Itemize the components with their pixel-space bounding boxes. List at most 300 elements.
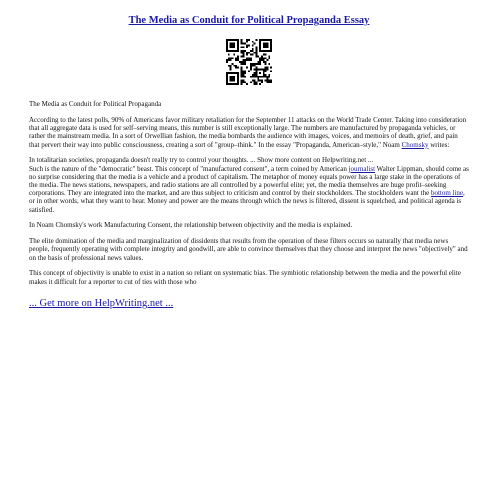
- qr-module: [243, 74, 245, 76]
- qr-module: [233, 43, 235, 45]
- qr-module: [226, 48, 228, 50]
- qr-module: [237, 45, 239, 47]
- qr-module: [233, 72, 235, 74]
- qr-module: [265, 79, 267, 81]
- qr-module: [232, 78, 234, 80]
- qr-module: [265, 63, 267, 65]
- qr-module: [255, 72, 257, 74]
- qr-module: [246, 54, 248, 56]
- qr-module: [233, 39, 235, 41]
- qr-module: [248, 45, 250, 47]
- qr-module: [257, 63, 259, 65]
- qr-module: [246, 57, 248, 59]
- qr-module: [226, 78, 228, 80]
- qr-module: [233, 50, 235, 52]
- qr-code-icon: [226, 39, 272, 85]
- qr-module: [266, 59, 268, 61]
- qr-module: [257, 68, 259, 70]
- paragraph-2-middle: Walter Lippman, should come as no surprise considering that the media is a vehicle and a product of capitalism. The metaphor of money equals power has a large stake in the operations of the media. The news stations, newspapers, and radio stations are all controlled by a powerful elite; yet, the media themselves are huge profit–seeking corporations. They are integrated into the market, and are thus subject to criticism and control by their stockholders. The stockholders want the: [29, 164, 469, 198]
- qr-module: [226, 59, 228, 61]
- qr-module: [226, 61, 228, 63]
- qr-module: [265, 76, 267, 78]
- qr-module: [257, 76, 259, 78]
- qr-module: [237, 72, 239, 74]
- qr-module: [237, 78, 239, 80]
- qr-module: [243, 70, 245, 72]
- qr-module: [235, 59, 237, 61]
- qr-module: [232, 39, 234, 41]
- qr-module: [246, 45, 248, 47]
- qr-module: [228, 65, 230, 67]
- qr-module: [235, 72, 237, 74]
- qr-module: [254, 81, 256, 83]
- paragraph-2-end: , or in other words, what they want to hear. Money and power are the means through which the news is filtered, dissent is squelched, and political agenda is satisfied.: [29, 189, 465, 214]
- qr-module: [259, 39, 261, 41]
- qr-module: [235, 50, 237, 52]
- qr-module: [255, 46, 257, 48]
- qr-module: [226, 43, 228, 45]
- qr-module: [252, 54, 254, 56]
- qr-module: [263, 54, 265, 56]
- qr-module: [241, 81, 243, 83]
- qr-module: [228, 83, 230, 85]
- qr-module: [230, 39, 232, 41]
- qr-module: [250, 81, 252, 83]
- qr-module: [270, 45, 272, 47]
- qr-module: [237, 48, 239, 50]
- qr-module: [233, 65, 235, 67]
- qr-module: [243, 72, 245, 74]
- qr-module: [259, 79, 261, 81]
- qr-module: [252, 48, 254, 50]
- qr-module: [237, 74, 239, 76]
- paragraph-5: This concept of objectivity is unable to exist in a nation so reliant on systematic bias. The symbiotic relationship between the media and the powerful elite makes it difficult for a reporter to cut of ties with those who: [29, 269, 461, 286]
- qr-module: [237, 81, 239, 83]
- qr-module: [270, 50, 272, 52]
- qr-module: [266, 78, 268, 80]
- qr-module: [265, 43, 267, 45]
- qr-module: [241, 46, 243, 48]
- qr-module: [230, 57, 232, 59]
- qr-module: [254, 72, 256, 74]
- qr-module: [226, 41, 228, 43]
- qr-module: [257, 61, 259, 63]
- qr-module: [232, 76, 234, 78]
- qr-module: [241, 74, 243, 76]
- document-page: [29, 14, 469, 311]
- qr-module: [241, 83, 243, 85]
- qr-module: [255, 70, 257, 72]
- qr-module: [237, 39, 239, 41]
- qr-module: [254, 63, 256, 65]
- qr-module: [241, 76, 243, 78]
- qr-module: [241, 72, 243, 74]
- qr-module: [243, 63, 245, 65]
- qr-module: [237, 57, 239, 59]
- qr-module: [230, 45, 232, 47]
- qr-module: [228, 59, 230, 61]
- qr-module: [237, 50, 239, 52]
- qr-module: [261, 59, 263, 61]
- qr-module: [230, 50, 232, 52]
- paragraph-1: [29, 116, 469, 149]
- qr-module: [259, 63, 261, 65]
- qr-module: [226, 83, 228, 85]
- qr-module: [261, 79, 263, 81]
- qr-module: [230, 46, 232, 48]
- qr-module: [250, 57, 252, 59]
- qr-module: [250, 76, 252, 78]
- qr-module: [241, 63, 243, 65]
- qr-module: [230, 43, 232, 45]
- qr-module: [254, 76, 256, 78]
- paragraph-2-lead: In totalitarian societies, propaganda doesn't really try to control your thoughts. ... Show more content on Helpwriting.net ...: [29, 156, 374, 165]
- qr-module: [254, 65, 256, 67]
- qr-module: [230, 78, 232, 80]
- chomsky-link[interactable]: Chomsky: [401, 140, 429, 149]
- qr-module: [259, 59, 261, 61]
- qr-module: [230, 68, 232, 70]
- qr-module: [254, 74, 256, 76]
- qr-module: [243, 59, 245, 61]
- qr-module: [228, 50, 230, 52]
- paragraph-2-text: Such is the nature of the "democratic" beast. This concept of "manufactured consent", a term coined by American: [29, 164, 349, 173]
- qr-module: [265, 61, 267, 63]
- qr-module: [243, 54, 245, 56]
- qr-module: [243, 50, 245, 52]
- qr-module: [250, 68, 252, 70]
- qr-module: [246, 41, 248, 43]
- qr-module: [244, 81, 246, 83]
- qr-module: [268, 76, 270, 78]
- qr-module: [259, 46, 261, 48]
- qr-code-graphic: [226, 39, 272, 85]
- qr-module: [263, 59, 265, 61]
- qr-module: [230, 83, 232, 85]
- qr-module: [241, 79, 243, 81]
- qr-module: [259, 68, 261, 70]
- qr-module: [255, 76, 257, 78]
- qr-module: [235, 57, 237, 59]
- qr-module: [243, 61, 245, 63]
- qr-module: [252, 74, 254, 76]
- qr-module: [255, 56, 257, 58]
- qr-module: [244, 72, 246, 74]
- qr-module: [266, 68, 268, 70]
- qr-module: [244, 43, 246, 45]
- qr-module: [257, 56, 259, 58]
- qr-module: [255, 74, 257, 76]
- qr-module: [235, 67, 237, 69]
- qr-module: [237, 43, 239, 45]
- qr-module: [268, 81, 270, 83]
- qr-module: [254, 83, 256, 85]
- qr-module: [252, 45, 254, 47]
- qr-module: [255, 83, 257, 85]
- qr-module: [250, 67, 252, 69]
- qr-module: [261, 50, 263, 52]
- qr-module: [226, 39, 228, 41]
- qr-module: [263, 45, 265, 47]
- get-more-link[interactable]: ... Get more on HelpWriting.net ...: [29, 298, 174, 310]
- qr-module: [254, 43, 256, 45]
- qr-module: [228, 39, 230, 41]
- qr-module: [270, 46, 272, 48]
- qr-module: [268, 63, 270, 65]
- qr-module: [255, 81, 257, 83]
- qr-module: [230, 76, 232, 78]
- paragraph-4: The elite domination of the media and marginalization of dissidents that results from the operation of these filters occurs so naturally that media news people, frequently operating with complete integrity and goodwill, are able to convince themselves that they choose and interpret the news "objectively" and on the basis of professional news values.: [29, 237, 468, 262]
- qr-module: [241, 52, 243, 54]
- qr-module: [241, 68, 243, 70]
- qr-module: [226, 46, 228, 48]
- qr-module: [263, 72, 265, 74]
- qr-module: [263, 70, 265, 72]
- qr-module: [237, 41, 239, 43]
- qr-module: [254, 52, 256, 54]
- qr-module: [254, 79, 256, 81]
- qr-module: [246, 46, 248, 48]
- qr-module: [241, 61, 243, 63]
- qr-module: [259, 50, 261, 52]
- qr-module: [233, 46, 235, 48]
- qr-module: [237, 46, 239, 48]
- qr-module: [266, 81, 268, 83]
- qr-module: [257, 78, 259, 80]
- qr-module: [226, 76, 228, 78]
- qr-module: [248, 39, 250, 41]
- qr-module: [270, 81, 272, 83]
- qr-module: [241, 70, 243, 72]
- qr-module: [232, 72, 234, 74]
- qr-module: [252, 76, 254, 78]
- qr-module: [250, 54, 252, 56]
- qr-module: [270, 67, 272, 69]
- qr-module: [270, 70, 272, 72]
- qr-module: [230, 79, 232, 81]
- qr-module: [243, 52, 245, 54]
- qr-module: [248, 70, 250, 72]
- qr-module: [255, 48, 257, 50]
- paragraph-3: In Noam Chomsky's work Manufacturing Consent, the relationship between objectivity and the media is explained.: [29, 221, 353, 230]
- qr-module: [255, 68, 257, 70]
- qr-module: [246, 52, 248, 54]
- qr-module: [248, 52, 250, 54]
- qr-module: [248, 57, 250, 59]
- qr-module: [261, 56, 263, 58]
- qr-module: [259, 45, 261, 47]
- qr-module: [255, 67, 257, 69]
- qr-module: [268, 39, 270, 41]
- qr-module: [230, 72, 232, 74]
- qr-module: [265, 67, 267, 69]
- qr-module: [233, 76, 235, 78]
- qr-module: [226, 45, 228, 47]
- qr-module: [228, 54, 230, 56]
- qr-module: [243, 43, 245, 45]
- qr-module: [244, 59, 246, 61]
- qr-module: [246, 59, 248, 61]
- qr-module: [266, 50, 268, 52]
- qr-module: [235, 83, 237, 85]
- qr-module: [261, 57, 263, 59]
- qr-module: [263, 74, 265, 76]
- qr-module: [243, 79, 245, 81]
- qr-module: [252, 41, 254, 43]
- qr-module: [270, 39, 272, 41]
- qr-module: [226, 81, 228, 83]
- qr-module: [265, 57, 267, 59]
- qr-module: [255, 54, 257, 56]
- qr-module: [255, 63, 257, 65]
- qr-module: [243, 76, 245, 78]
- qr-module: [243, 56, 245, 58]
- qr-module: [265, 50, 267, 52]
- qr-module: [263, 43, 265, 45]
- qr-module: [244, 63, 246, 65]
- qr-module: [266, 39, 268, 41]
- qr-module: [252, 50, 254, 52]
- qr-module: [248, 59, 250, 61]
- qr-module: [266, 43, 268, 45]
- paragraph-2: [29, 156, 469, 213]
- qr-module: [270, 43, 272, 45]
- qr-module: [257, 79, 259, 81]
- qr-module: [268, 74, 270, 76]
- qr-module: [233, 79, 235, 81]
- qr-module: [244, 61, 246, 63]
- qr-module: [259, 41, 261, 43]
- qr-module: [241, 56, 243, 58]
- qr-module: [232, 45, 234, 47]
- qr-module: [232, 57, 234, 59]
- qr-module: [235, 65, 237, 67]
- qr-module: [246, 39, 248, 41]
- qr-module: [230, 65, 232, 67]
- qr-module: [244, 76, 246, 78]
- qr-module: [265, 70, 267, 72]
- journalist-link[interactable]: journalist: [348, 164, 376, 173]
- qr-module: [246, 83, 248, 85]
- qr-module: [268, 50, 270, 52]
- qr-module: [233, 83, 235, 85]
- qr-module: [270, 41, 272, 43]
- qr-module: [237, 76, 239, 78]
- qr-module: [250, 63, 252, 65]
- qr-module: [266, 76, 268, 78]
- qr-module: [263, 68, 265, 70]
- qr-module: [232, 50, 234, 52]
- qr-module: [226, 72, 228, 74]
- paragraph-1-end: writes:: [428, 140, 450, 149]
- qr-module: [232, 46, 234, 48]
- qr-module: [270, 79, 272, 81]
- qr-module: [263, 61, 265, 63]
- qr-module: [226, 50, 228, 52]
- qr-module: [241, 39, 243, 41]
- qr-module: [265, 46, 267, 48]
- qr-module: [259, 48, 261, 50]
- qr-module: [239, 61, 241, 63]
- qr-module: [266, 67, 268, 69]
- qr-module: [259, 76, 261, 78]
- qr-module: [266, 79, 268, 81]
- qr-module: [233, 54, 235, 56]
- qr-module: [254, 68, 256, 70]
- qr-module: [250, 65, 252, 67]
- qr-module: [268, 56, 270, 58]
- qr-module: [266, 46, 268, 48]
- intro-heading: The Media as Conduit for Political Propaganda: [29, 100, 162, 108]
- qr-module: [243, 81, 245, 83]
- qr-module: [259, 83, 261, 85]
- qr-module: [237, 79, 239, 81]
- qr-module: [252, 79, 254, 81]
- qr-module: [241, 43, 243, 45]
- qr-module: [244, 70, 246, 72]
- qr-module: [232, 43, 234, 45]
- qr-module: [230, 59, 232, 61]
- qr-module: [261, 39, 263, 41]
- qr-module: [259, 43, 261, 45]
- bottom-line-link[interactable]: bottom line: [430, 189, 464, 198]
- qr-module: [268, 57, 270, 59]
- qr-module: [250, 59, 252, 61]
- qr-module: [263, 76, 265, 78]
- document-title-link[interactable]: The Media as Conduit for Political Propaganda Essay: [128, 15, 370, 26]
- qr-module: [263, 50, 265, 52]
- qr-module: [232, 79, 234, 81]
- qr-module: [252, 65, 254, 67]
- qr-module: [261, 68, 263, 70]
- qr-module: [250, 50, 252, 52]
- qr-module: [261, 76, 263, 78]
- qr-module: [255, 50, 257, 52]
- qr-module: [226, 74, 228, 76]
- qr-module: [268, 79, 270, 81]
- qr-module: [263, 57, 265, 59]
- qr-module: [255, 52, 257, 54]
- qr-module: [265, 39, 267, 41]
- qr-module: [226, 79, 228, 81]
- qr-module: [237, 83, 239, 85]
- qr-module: [244, 50, 246, 52]
- paragraph-1-text: According to the latest polls, 90% of Americans favor military retaliation for the September 11 attacks on the World Trade Center. Taking into consideration that all aggregate data is used for self–serving means, this number is still exceptionally large. The numbers are manufactured by propaganda vehicles, or rather the mainstream media. In a sort of Orwellian fashion, the media bombards the audience with images, voices, and memoirs of death, grief, and pain that pervert their way into public consciousness, creating a sort of "group–think." In the essay "Propaganda, American–style," Noam: [29, 115, 467, 149]
- qr-module: [265, 54, 267, 56]
- qr-module: [246, 67, 248, 69]
- qr-module: [265, 68, 267, 70]
- qr-module: [263, 39, 265, 41]
- qr-module: [241, 41, 243, 43]
- qr-module: [263, 46, 265, 48]
- qr-module: [232, 63, 234, 65]
- qr-module: [233, 78, 235, 80]
- qr-module: [228, 57, 230, 59]
- qr-module: [265, 45, 267, 47]
- qr-module: [266, 45, 268, 47]
- qr-module: [243, 46, 245, 48]
- qr-module: [233, 45, 235, 47]
- qr-module: [237, 56, 239, 58]
- qr-module: [230, 67, 232, 69]
- qr-module: [241, 50, 243, 52]
- qr-module: [265, 74, 267, 76]
- qr-module: [232, 83, 234, 85]
- qr-module: [259, 57, 261, 59]
- qr-module: [261, 81, 263, 83]
- qr-module: [228, 72, 230, 74]
- qr-module: [259, 72, 261, 74]
